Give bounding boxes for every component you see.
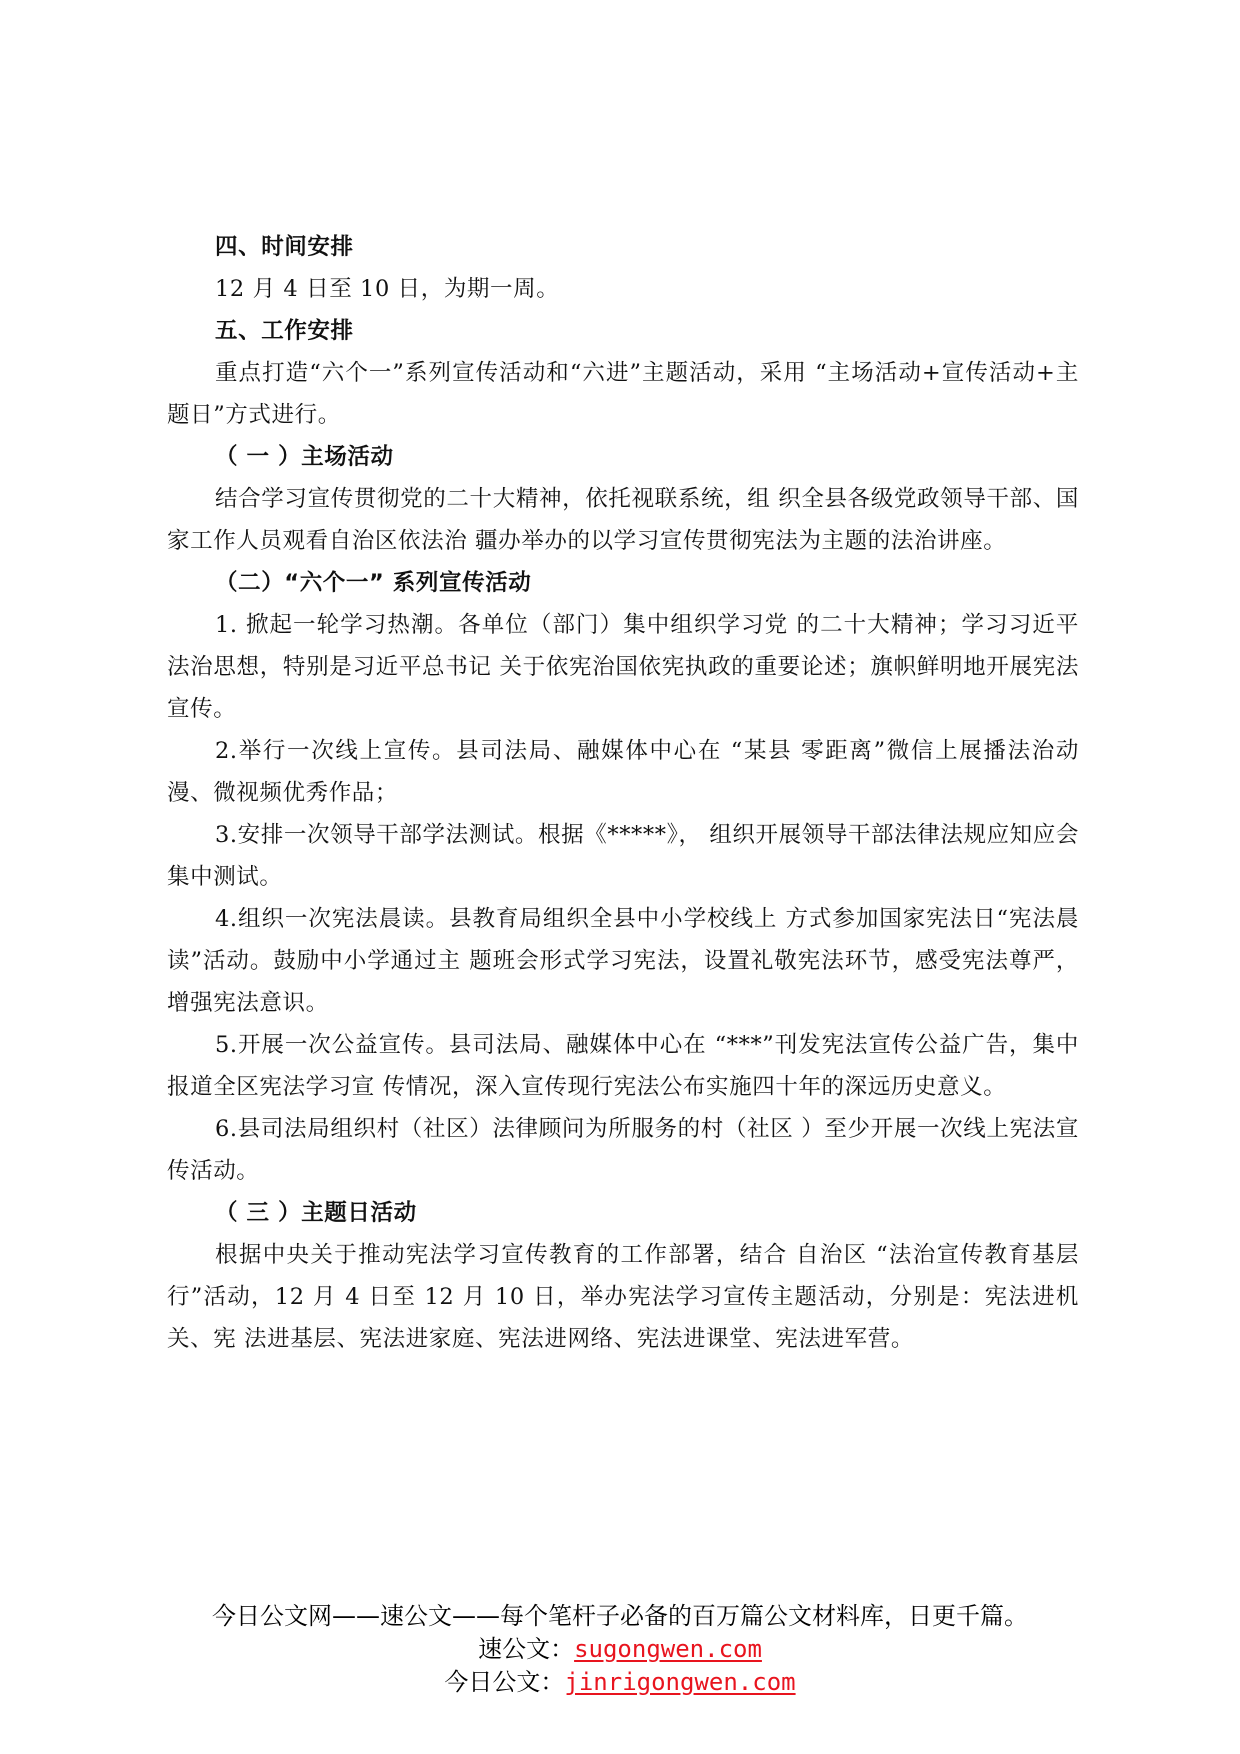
list-item-3: 3.安排一次领导干部学法测试。根据《*****》， 组织开展领导干部法律法规应知应会集中测试。: [167, 822, 1079, 890]
footer-site-1-label: 速公文：: [478, 1635, 575, 1663]
footer-site-2-label: 今日公文：: [444, 1668, 565, 1696]
list-item-6: 6.县司法局组织村（社区）法律顾问为所服务的村（社区 ）至少开展一次线上宪法宣传活动。: [167, 1116, 1079, 1184]
list-item-2: 2.举行一次线上宣传。县司法局、融媒体中心在 “某县 零距离”微信上展播法治动漫、微视频优秀作品；: [167, 738, 1079, 806]
list-item-5: 5.开展一次公益宣传。县司法局、融媒体中心在 “***”刊发宪法宣传公益广告，集中报道全区宪法学习宣 传情况，深入宣传现行宪法公布实施四十年的深远历史意义。: [167, 1032, 1079, 1100]
paragraph-schedule: 12 月 4 日至 10 日，为期一周。: [215, 276, 560, 302]
footer-site-2: [0, 1666, 1240, 1699]
paragraph-work-arrangement: 重点打造“六个一”系列宣传活动和“六进”主题活动，采用 “主场活动+宣传活动+主题日”方式进行。: [167, 360, 1079, 428]
subheading-main-activity: （ 一 ）主场活动: [215, 444, 394, 470]
paragraph-theme-day: 根据中央关于推动宪法学习宣传教育的工作部署，结合 自治区 “法治宣传教育基层行”活动，12 月 4 日至 12 月 10 日，举办宪法学习宣传主题活动，分别是：宪法进机关、宪 法进基层、宪法进家庭、宪法进网络、宪法进课堂、宪法进军营。: [167, 1242, 1079, 1352]
footer: [0, 1600, 1240, 1699]
footer-site-1: [0, 1633, 1240, 1666]
sugongwen-link[interactable]: sugongwen.com: [574, 1635, 762, 1663]
subheading-six-ones: （二）“六个一” 系列宣传活动: [215, 570, 532, 596]
footer-tagline: 今日公文网——速公文——每个笔杆子必备的百万篇公文材料库，日更千篇。: [212, 1602, 1028, 1630]
section-heading-work-arrangement: 五、工作安排: [215, 318, 354, 344]
list-item-1: 1. 掀起一轮学习热潮。各单位（部门）集中组织学习党 的二十大精神；学习习近平法治思想，特别是习近平总书记 关于依宪治国依宪执政的重要论述；旗帜鲜明地开展宪法宣传。: [167, 612, 1079, 722]
jinrigongwen-link[interactable]: jinrigongwen.com: [564, 1668, 796, 1696]
subheading-theme-day: （ 三 ）主题日活动: [215, 1200, 417, 1226]
paragraph-main-activity: 结合学习宣传贯彻党的二十大精神，依托视联系统，组 织全县各级党政领导干部、国家工作人员观看自治区依法治 疆办举办的以学习宣传贯彻宪法为主题的法治讲座。: [167, 486, 1079, 554]
list-item-4: 4.组织一次宪法晨读。县教育局组织全县中小学校线上 方式参加国家宪法日“宪法晨读”活动。鼓励中小学通过主 题班会形式学习宪法，设置礼敬宪法环节，感受宪法尊严， 增强宪法意识。: [167, 906, 1079, 1016]
section-heading-schedule: 四、时间安排: [215, 234, 354, 260]
document-body: [167, 226, 1079, 1360]
